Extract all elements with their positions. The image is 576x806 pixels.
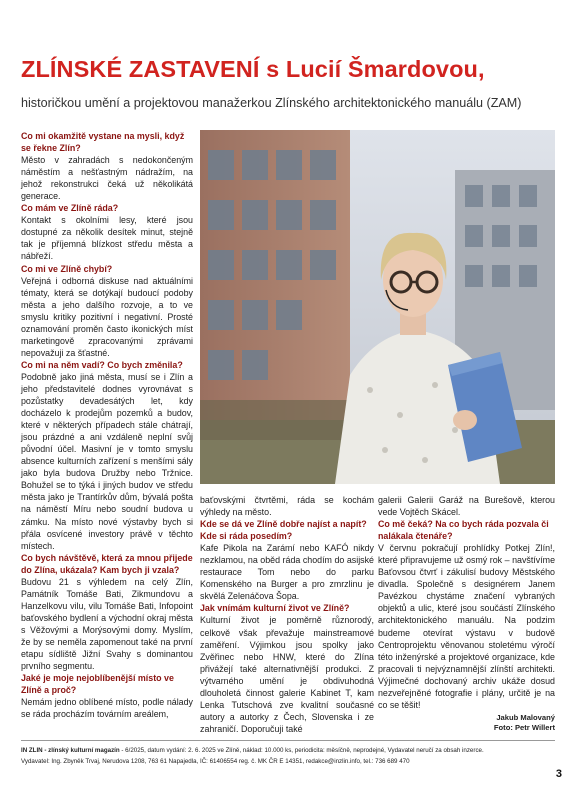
column-1 [21, 130, 193, 720]
interview-answer: Nemám jedno oblíbené místo, podle nálady se ráda procházím továrním areálem, [21, 697, 193, 720]
interview-answer: Podobně jako jiná města, musí se i Zlín a jeho představitelé dodnes vyrovnávat s pozůstatky devadesátých let, kdy docházelo k prodejům pozemků a budov, které v některých případech stále chátrají, jsou prázdné a ani vzdáleně neplní svůj původní účel. Masivní je v tomto smyslu absence kulturních zařízení s menšími sály jako byla budova Družby nebo Tržnice. Bohužel se to týká i jiných budov ve středu města jako je Trantírkův dům, bývalá pošta na náměstí Míru nebo soudní budova u zámku. Na místo nové výstavby bych si přála osvícené investory právě v těchto místech. [21, 371, 193, 551]
portrait-photo-illustration [200, 130, 555, 484]
interview-answer: Kontakt s okolními lesy, které jsou dostupné za několik desítek minut, stejně tak je příjemná blízkost středu města a nábřeží. [21, 215, 193, 262]
interview-answer: baťovskými čtvrtěmi, ráda se kochám výhledy na město. [200, 495, 374, 518]
footer [21, 745, 561, 767]
footer-publication-info: - 6/2025, datum vydání: 2. 6. 2025 ve Zlíně, náklad: 10.000 ks, periodicita: měsíčně, neprodejné, Vydavatel neručí za obsah inzerce. [119, 747, 484, 754]
footer-divider [21, 740, 555, 741]
interview-question: Kde se dá ve Zlíně dobře najíst a napít? Kde si ráda posedím? [200, 519, 367, 542]
author-credit: Jakub Malovaný [496, 713, 555, 722]
interview-question: Co mi na něm vadí? Co bych změnila? [21, 359, 183, 370]
interview-question: Co bych návštěvě, která za mnou přijede do Zlína, ukázala? Kam bych ji vzala? [21, 552, 193, 575]
column-2 [200, 494, 374, 735]
interview-question: Co mi ve Zlíně chybí? [21, 263, 113, 274]
interview-answer: Kafe Pikola na Zarámí nebo KAFÓ nikdy nezklamou, na oběd ráda chodím do asijské restaurace Tom nebo do parku Komenského na Burger a pro zmrzlinu je skvělá Zelenáčova Šopa. [200, 543, 374, 602]
interview-answer: Veřejná i odborná diskuse nad aktuálními tématy, která se dotýkají budoucí podoby města a jeho dalšího rozvoje, a to ve smyslu kritiky pozitivní i negativní. Prosté oznamování proměn často ikonických míst marketingově zpracovanými zprávami nepovažuji za šťastné. [21, 275, 193, 358]
page-title: ZLÍNSKÉ ZASTAVENÍ s Lucií Šmardovou, [21, 56, 485, 82]
interview-question: Jaké je moje nejoblíbenější místo ve Zlíně a proč? [21, 673, 174, 696]
column-3 [378, 494, 555, 711]
interview-answer: Kulturní život je poměrně různorodý, celkově však převažuje mainstreamové zaměření. Výjimkou jsou spolky jako Zvěřinec nebo HNW, které do Zlína přivážejí také alternativnější produkci. Z výtvarného umění je obdivuhodná dlouholetá činnost galerie Kabinet T, kam Lenka Tutschová zve kvalitní současné autory a autorky z Čech, Slovenska i ze zahraničí. Doporučuji také [200, 615, 374, 734]
interview-answer: Budovu 21 s výhledem na celý Zlín, Památník Tomáše Bati, Zikmundovu a Hanzelkovu vilu, vilu Tomáše Bati, Infopoint baťovského bydlení a východní okraj města s Věžovými a Morýsovými domy. Myslím, že by se neměla zapomenout také na první etapu sídliště Jižní Svahy s dominantou prvního segmentu. [21, 576, 193, 672]
photo-credit: Foto: Petr Willert [493, 723, 555, 732]
page-number: 3 [555, 768, 562, 780]
interview-question: Co mě čeká? Na co bych ráda pozvala či nalákala čtenáře? [378, 519, 549, 542]
interview-question: Co mi okamžitě vystane na mysli, když se řekne Zlín? [21, 131, 185, 154]
interview-question: Co mám ve Zlíně ráda? [21, 203, 119, 214]
footer-line-1 [21, 745, 561, 756]
interview-answer: V červnu pokračují prohlídky Potkej Zlín!, které připravujeme už osmý rok – navštívíme Baťovsou čtvrť i zákulisí budovy Městského divadla. Společně s designérem Janem Pavézkou chystáme značení vybraných objektů a ulic, které jsou součástí Zlínského architektonického manuálu. Na podzim budeme otevírat výstavu v budově Centroprojektu věnovanou stoletému výročí této inženýrské a projektové organizace, kde pracovali ti nejvýznamnější zlínští architekti. Výjimečné dochovaný archiv ukáže dosud nezveřejněné fotografie i plány, určitě je na co se těšit! [378, 543, 555, 710]
interview-answer: Město v zahradách s nedokončeným náměstím a nešťastným nádražím, na jehož rekonstrukci čeká už několikátá generace. [21, 155, 193, 202]
credits [355, 713, 555, 733]
page-subtitle: historičkou umění a projektovou manažerkou Zlínského architektonického manuálu (ZAM) [21, 96, 522, 110]
interview-answer: galerii Galerii Garáž na Burešově, kterou vede Vojtěch Skácel. [378, 495, 555, 518]
interview-question: Jak vnímám kulturní život ve Zlíně? [200, 603, 350, 614]
footer-brand: IN ZLIN - zlínský kulturní magazín [21, 747, 120, 754]
portrait-photo [200, 130, 555, 484]
footer-line-2: Vydavatel: Ing. Zbyněk Trvaj, Nerudova 1208, 763 61 Napajedla, IČ: 61406554 reg. č. MK ČR E 14351, redakce@inzlin.info, tel.: 736 689 470 [21, 758, 410, 765]
